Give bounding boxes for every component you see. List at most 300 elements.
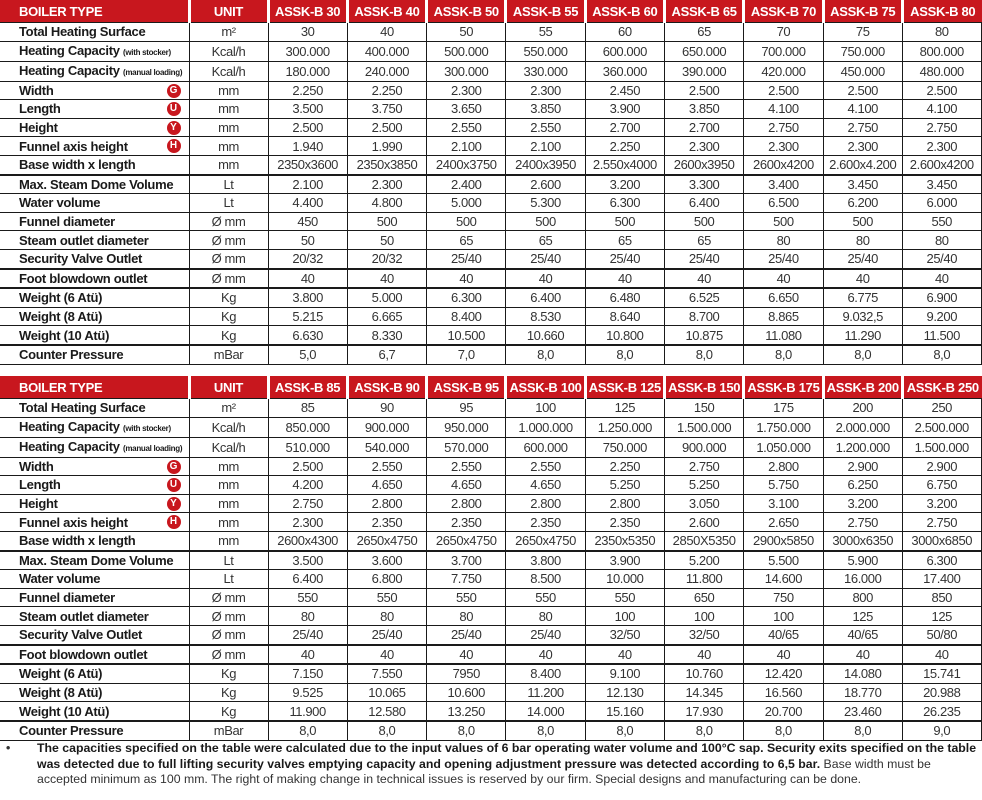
value-cell: 4.100 bbox=[744, 100, 823, 119]
value-cell: 2.550 bbox=[506, 457, 585, 476]
value-cell: 40 bbox=[427, 645, 506, 665]
row-label bbox=[0, 288, 189, 307]
value-cell: 3.400 bbox=[744, 175, 823, 194]
value-cell: 14.080 bbox=[823, 664, 902, 683]
table-row bbox=[0, 249, 982, 268]
value-cell: 3.200 bbox=[902, 494, 981, 513]
value-cell: 650.000 bbox=[664, 41, 743, 61]
value-cell: 11.290 bbox=[823, 326, 902, 345]
value-cell: 8.500 bbox=[506, 570, 585, 589]
row-label bbox=[0, 531, 189, 550]
value-cell: 2900x5850 bbox=[744, 531, 823, 550]
row-unit: mBar bbox=[189, 721, 268, 740]
value-cell: 80 bbox=[347, 607, 426, 626]
value-cell: 10.800 bbox=[585, 326, 664, 345]
value-cell: 2.750 bbox=[902, 118, 981, 137]
dimension-letter-badge-icon: G bbox=[167, 84, 181, 98]
value-cell: 25/40 bbox=[664, 249, 743, 268]
value-cell: 3000x6850 bbox=[902, 531, 981, 550]
value-cell: 25/40 bbox=[427, 249, 506, 268]
value-cell: 17.930 bbox=[664, 702, 743, 721]
header-model: ASSK-B 50 bbox=[427, 0, 506, 23]
row-unit: Ø mm bbox=[189, 645, 268, 665]
table-row bbox=[0, 683, 982, 702]
header-model: ASSK-B 65 bbox=[664, 0, 743, 23]
row-unit: mm bbox=[189, 531, 268, 550]
value-cell: 25/40 bbox=[823, 249, 902, 268]
value-cell: 14.345 bbox=[664, 683, 743, 702]
row-label bbox=[0, 269, 189, 289]
value-cell: 600.000 bbox=[585, 41, 664, 61]
value-cell: 2.550 bbox=[427, 457, 506, 476]
row-label bbox=[0, 607, 189, 626]
header-unit: UNIT bbox=[189, 0, 268, 23]
table-row bbox=[0, 625, 982, 644]
value-cell: 5.215 bbox=[268, 307, 347, 326]
value-cell: 550 bbox=[585, 588, 664, 607]
value-cell: 500 bbox=[347, 212, 426, 231]
value-cell: 25/40 bbox=[585, 249, 664, 268]
value-cell: 2.500 bbox=[268, 457, 347, 476]
value-cell: 3.200 bbox=[585, 175, 664, 194]
value-cell: 900.000 bbox=[664, 437, 743, 457]
value-cell: 100 bbox=[506, 399, 585, 418]
header-boiler-type: BOILER TYPE bbox=[0, 0, 189, 23]
row-label bbox=[0, 23, 189, 42]
table-row bbox=[0, 513, 982, 532]
value-cell: 40 bbox=[268, 269, 347, 289]
value-cell: 2.800 bbox=[427, 494, 506, 513]
value-cell: 8,0 bbox=[506, 721, 585, 740]
value-cell: 500.000 bbox=[427, 41, 506, 61]
row-label-text: Max. Steam Dome Volume bbox=[19, 552, 174, 568]
row-label bbox=[0, 137, 189, 156]
value-cell: 400.000 bbox=[347, 41, 426, 61]
value-cell: 70 bbox=[744, 23, 823, 42]
row-label-text: Heating Capacity bbox=[19, 62, 120, 78]
value-cell: 10.600 bbox=[427, 683, 506, 702]
row-unit: Kcal/h bbox=[189, 61, 268, 81]
row-label-text: Height bbox=[19, 120, 58, 136]
value-cell: 3000x6350 bbox=[823, 531, 902, 550]
value-cell: 60 bbox=[585, 23, 664, 42]
value-cell: 40 bbox=[585, 645, 664, 665]
value-cell: 2.750 bbox=[664, 457, 743, 476]
table-row bbox=[0, 269, 982, 289]
row-label-text: Height bbox=[19, 496, 58, 512]
table-row bbox=[0, 570, 982, 589]
table-row bbox=[0, 175, 982, 194]
value-cell: 10.760 bbox=[664, 664, 743, 683]
value-cell: 600.000 bbox=[506, 437, 585, 457]
table-row bbox=[0, 645, 982, 665]
value-cell: 25/40 bbox=[744, 249, 823, 268]
value-cell: 2.450 bbox=[585, 81, 664, 100]
value-cell: 80 bbox=[427, 607, 506, 626]
row-label bbox=[0, 399, 189, 418]
value-cell: 550 bbox=[902, 212, 981, 231]
boiler-spec-table-1 bbox=[0, 0, 982, 365]
footnote-bold-text: The capacities specified on the table were calculated due to the input values of 6 bar operating water volume and 100°C sap. Security exits specified on the table was detected due to full lifting security valves emptying capacity and opening adjustment pressure was detected according to 6,5 bar. bbox=[37, 741, 977, 771]
value-cell: 6.500 bbox=[744, 194, 823, 213]
value-cell: 2.350 bbox=[585, 513, 664, 532]
value-cell: 2600x4200 bbox=[744, 155, 823, 174]
table-row bbox=[0, 702, 982, 721]
value-cell: 800.000 bbox=[902, 41, 981, 61]
value-cell: 2.750 bbox=[268, 494, 347, 513]
value-cell: 40 bbox=[347, 269, 426, 289]
row-label bbox=[0, 175, 189, 194]
table-row bbox=[0, 531, 982, 550]
value-cell: 8,0 bbox=[902, 345, 981, 364]
value-cell: 40 bbox=[347, 23, 426, 42]
row-label-text: Water volume bbox=[19, 195, 101, 211]
table-body bbox=[0, 23, 982, 365]
value-cell: 5.500 bbox=[744, 551, 823, 570]
value-cell: 12.130 bbox=[585, 683, 664, 702]
value-cell: 550 bbox=[506, 588, 585, 607]
header-model: ASSK-B 125 bbox=[585, 376, 664, 399]
row-label bbox=[0, 118, 189, 137]
value-cell: 2.900 bbox=[902, 457, 981, 476]
row-label bbox=[0, 155, 189, 174]
row-unit: Lt bbox=[189, 194, 268, 213]
value-cell: 3.900 bbox=[585, 551, 664, 570]
row-label-subtext: (with stocker) bbox=[123, 423, 171, 433]
value-cell: 850.000 bbox=[268, 417, 347, 437]
value-cell: 10.500 bbox=[427, 326, 506, 345]
value-cell: 25/40 bbox=[506, 249, 585, 268]
value-cell: 500 bbox=[427, 212, 506, 231]
value-cell: 2400x3750 bbox=[427, 155, 506, 174]
value-cell: 40 bbox=[268, 645, 347, 665]
row-label-text: Total Heating Surface bbox=[19, 24, 146, 40]
header-model: ASSK-B 70 bbox=[744, 0, 823, 23]
value-cell: 8,0 bbox=[744, 721, 823, 740]
value-cell: 20.988 bbox=[902, 683, 981, 702]
value-cell: 75 bbox=[823, 23, 902, 42]
value-cell: 5.200 bbox=[664, 551, 743, 570]
row-label bbox=[0, 212, 189, 231]
value-cell: 570.000 bbox=[427, 437, 506, 457]
value-cell: 6.300 bbox=[585, 194, 664, 213]
table-row bbox=[0, 61, 982, 81]
value-cell: 850 bbox=[902, 588, 981, 607]
value-cell: 150 bbox=[664, 399, 743, 418]
value-cell: 50 bbox=[347, 231, 426, 250]
value-cell: 8,0 bbox=[585, 345, 664, 364]
value-cell: 2.300 bbox=[268, 513, 347, 532]
row-unit: Kcal/h bbox=[189, 417, 268, 437]
value-cell: 1.500.000 bbox=[664, 417, 743, 437]
table-row bbox=[0, 212, 982, 231]
value-cell: 8,0 bbox=[347, 721, 426, 740]
value-cell: 20.700 bbox=[744, 702, 823, 721]
row-label-text: Width bbox=[19, 458, 54, 474]
row-label-text: Length bbox=[19, 101, 61, 117]
value-cell: 4.400 bbox=[268, 194, 347, 213]
row-label-text: Heating Capacity bbox=[19, 438, 120, 454]
value-cell: 2.550 bbox=[347, 457, 426, 476]
value-cell: 500 bbox=[744, 212, 823, 231]
value-cell: 2.500 bbox=[664, 81, 743, 100]
value-cell: 40/65 bbox=[823, 625, 902, 644]
header-model: ASSK-B 60 bbox=[585, 0, 664, 23]
row-label bbox=[0, 345, 189, 364]
value-cell: 40 bbox=[506, 269, 585, 289]
table-body bbox=[0, 399, 982, 741]
value-cell: 2.550 bbox=[506, 118, 585, 137]
value-cell: 3.750 bbox=[347, 100, 426, 119]
row-label-text: Steam outlet diameter bbox=[19, 608, 149, 624]
row-label-text: Counter Pressure bbox=[19, 723, 124, 739]
value-cell: 32/50 bbox=[585, 625, 664, 644]
table-row bbox=[0, 417, 982, 437]
value-cell: 1.050.000 bbox=[744, 437, 823, 457]
row-unit: Ø mm bbox=[189, 212, 268, 231]
value-cell: 480.000 bbox=[902, 61, 981, 81]
value-cell: 250 bbox=[902, 399, 981, 418]
value-cell: 5.250 bbox=[664, 476, 743, 495]
header-model: ASSK-B 150 bbox=[664, 376, 743, 399]
row-unit: Ø mm bbox=[189, 625, 268, 644]
value-cell: 8,0 bbox=[506, 345, 585, 364]
value-cell: 3.800 bbox=[268, 288, 347, 307]
value-cell: 3.800 bbox=[506, 551, 585, 570]
value-cell: 8.400 bbox=[506, 664, 585, 683]
value-cell: 14.600 bbox=[744, 570, 823, 589]
row-label bbox=[0, 457, 189, 476]
value-cell: 10.660 bbox=[506, 326, 585, 345]
value-cell: 6.900 bbox=[902, 288, 981, 307]
row-label bbox=[0, 664, 189, 683]
value-cell: 11.900 bbox=[268, 702, 347, 721]
row-label bbox=[0, 61, 189, 81]
value-cell: 450.000 bbox=[823, 61, 902, 81]
value-cell: 125 bbox=[902, 607, 981, 626]
value-cell: 3.850 bbox=[506, 100, 585, 119]
value-cell: 6.200 bbox=[823, 194, 902, 213]
row-unit: Kg bbox=[189, 288, 268, 307]
value-cell: 3.100 bbox=[744, 494, 823, 513]
value-cell: 3.300 bbox=[664, 175, 743, 194]
value-cell: 65 bbox=[664, 231, 743, 250]
value-cell: 2600x3950 bbox=[664, 155, 743, 174]
value-cell: 9,0 bbox=[902, 721, 981, 740]
value-cell: 6.750 bbox=[902, 476, 981, 495]
value-cell: 40 bbox=[744, 645, 823, 665]
header-boiler-type: BOILER TYPE bbox=[0, 376, 189, 399]
value-cell: 2.750 bbox=[823, 118, 902, 137]
value-cell: 3.050 bbox=[664, 494, 743, 513]
value-cell: 9.032,5 bbox=[823, 307, 902, 326]
value-cell: 7.150 bbox=[268, 664, 347, 683]
bullet-icon: • bbox=[6, 741, 11, 755]
value-cell: 6.630 bbox=[268, 326, 347, 345]
value-cell: 2.500 bbox=[347, 118, 426, 137]
table-row bbox=[0, 100, 982, 119]
value-cell: 950.000 bbox=[427, 417, 506, 437]
row-unit: Lt bbox=[189, 551, 268, 570]
table-row bbox=[0, 476, 982, 495]
row-unit: m² bbox=[189, 23, 268, 42]
value-cell: 9.200 bbox=[902, 307, 981, 326]
row-label-text: Total Heating Surface bbox=[19, 400, 146, 416]
value-cell: 3.850 bbox=[664, 100, 743, 119]
row-label-text: Max. Steam Dome Volume bbox=[19, 176, 174, 192]
value-cell: 2.000.000 bbox=[823, 417, 902, 437]
row-label bbox=[0, 100, 189, 119]
header-model: ASSK-B 40 bbox=[347, 0, 426, 23]
footnote-text bbox=[37, 741, 977, 788]
row-label bbox=[0, 249, 189, 268]
header-model: ASSK-B 80 bbox=[902, 0, 981, 23]
header-unit: UNIT bbox=[189, 376, 268, 399]
table-row bbox=[0, 399, 982, 418]
value-cell: 3.200 bbox=[823, 494, 902, 513]
header-model: ASSK-B 175 bbox=[744, 376, 823, 399]
table-row bbox=[0, 664, 982, 683]
value-cell: 2.600 bbox=[664, 513, 743, 532]
row-label bbox=[0, 41, 189, 61]
value-cell: 2.350 bbox=[506, 513, 585, 532]
value-cell: 2600x4300 bbox=[268, 531, 347, 550]
value-cell: 5.300 bbox=[506, 194, 585, 213]
value-cell: 8.865 bbox=[744, 307, 823, 326]
value-cell: 420.000 bbox=[744, 61, 823, 81]
value-cell: 11.800 bbox=[664, 570, 743, 589]
value-cell: 40 bbox=[823, 269, 902, 289]
value-cell: 100 bbox=[664, 607, 743, 626]
value-cell: 8,0 bbox=[823, 721, 902, 740]
value-cell: 8.640 bbox=[585, 307, 664, 326]
value-cell: 65 bbox=[506, 231, 585, 250]
row-unit: mm bbox=[189, 155, 268, 174]
value-cell: 240.000 bbox=[347, 61, 426, 81]
value-cell: 2.300 bbox=[664, 137, 743, 156]
value-cell: 1.250.000 bbox=[585, 417, 664, 437]
row-label bbox=[0, 551, 189, 570]
value-cell: 300.000 bbox=[268, 41, 347, 61]
boiler-spec-table-2 bbox=[0, 376, 982, 741]
value-cell: 2.800 bbox=[585, 494, 664, 513]
value-cell: 2350x3850 bbox=[347, 155, 426, 174]
row-label bbox=[0, 645, 189, 665]
header-model: ASSK-B 90 bbox=[347, 376, 426, 399]
value-cell: 2.250 bbox=[268, 81, 347, 100]
value-cell: 80 bbox=[902, 231, 981, 250]
value-cell: 500 bbox=[664, 212, 743, 231]
value-cell: 10.000 bbox=[585, 570, 664, 589]
value-cell: 8,0 bbox=[664, 721, 743, 740]
row-label-text: Counter Pressure bbox=[19, 347, 124, 363]
value-cell: 175 bbox=[744, 399, 823, 418]
dimension-letter-badge-icon: Y bbox=[167, 497, 181, 511]
header-model: ASSK-B 85 bbox=[268, 376, 347, 399]
row-unit: mm bbox=[189, 118, 268, 137]
value-cell: 20/32 bbox=[268, 249, 347, 268]
value-cell: 90 bbox=[347, 399, 426, 418]
table-row bbox=[0, 81, 982, 100]
dimension-letter-badge-icon: G bbox=[167, 460, 181, 474]
value-cell: 85 bbox=[268, 399, 347, 418]
value-cell: 2.100 bbox=[506, 137, 585, 156]
table-row bbox=[0, 23, 982, 42]
value-cell: 40 bbox=[902, 269, 981, 289]
row-label-text: Weight (8 Atü) bbox=[19, 309, 103, 325]
value-cell: 4.100 bbox=[823, 100, 902, 119]
value-cell: 7,0 bbox=[427, 345, 506, 364]
value-cell: 4.800 bbox=[347, 194, 426, 213]
value-cell: 23.460 bbox=[823, 702, 902, 721]
value-cell: 125 bbox=[585, 399, 664, 418]
value-cell: 80 bbox=[744, 231, 823, 250]
value-cell: 6.300 bbox=[427, 288, 506, 307]
row-label bbox=[0, 81, 189, 100]
value-cell: 2.550x4000 bbox=[585, 155, 664, 174]
dimension-letter-badge-icon: H bbox=[167, 515, 181, 529]
value-cell: 3.900 bbox=[585, 100, 664, 119]
value-cell: 40 bbox=[902, 645, 981, 665]
row-unit: Lt bbox=[189, 570, 268, 589]
row-label-subtext: (with stocker) bbox=[123, 47, 171, 57]
value-cell: 550 bbox=[347, 588, 426, 607]
value-cell: 1.200.000 bbox=[823, 437, 902, 457]
value-cell: 3.500 bbox=[268, 551, 347, 570]
value-cell: 40 bbox=[427, 269, 506, 289]
value-cell: 3.700 bbox=[427, 551, 506, 570]
value-cell: 6.400 bbox=[506, 288, 585, 307]
value-cell: 40 bbox=[664, 645, 743, 665]
value-cell: 2.300 bbox=[744, 137, 823, 156]
value-cell: 3.600 bbox=[347, 551, 426, 570]
row-label-text: Funnel diameter bbox=[19, 214, 115, 230]
value-cell: 6.000 bbox=[902, 194, 981, 213]
value-cell: 1.990 bbox=[347, 137, 426, 156]
value-cell: 2.300 bbox=[427, 81, 506, 100]
value-cell: 50 bbox=[427, 23, 506, 42]
value-cell: 200 bbox=[823, 399, 902, 418]
table-row bbox=[0, 345, 982, 364]
row-label-text: Width bbox=[19, 82, 54, 98]
value-cell: 80 bbox=[506, 607, 585, 626]
value-cell: 40 bbox=[664, 269, 743, 289]
table-row bbox=[0, 588, 982, 607]
table-row bbox=[0, 231, 982, 250]
row-unit: mm bbox=[189, 81, 268, 100]
row-label-text: Weight (10 Atü) bbox=[19, 703, 110, 719]
table-row bbox=[0, 607, 982, 626]
value-cell: 20/32 bbox=[347, 249, 426, 268]
row-unit: Kcal/h bbox=[189, 41, 268, 61]
value-cell: 55 bbox=[506, 23, 585, 42]
value-cell: 2.900 bbox=[823, 457, 902, 476]
value-cell: 8,0 bbox=[585, 721, 664, 740]
value-cell: 550 bbox=[268, 588, 347, 607]
header-model: ASSK-B 75 bbox=[823, 0, 902, 23]
row-label bbox=[0, 721, 189, 740]
row-label-text: Heating Capacity bbox=[19, 418, 120, 434]
value-cell: 3.450 bbox=[823, 175, 902, 194]
row-label-text: Foot blowdown outlet bbox=[19, 270, 148, 286]
value-cell: 800 bbox=[823, 588, 902, 607]
table-row bbox=[0, 41, 982, 61]
value-cell: 16.560 bbox=[744, 683, 823, 702]
value-cell: 100 bbox=[744, 607, 823, 626]
dimension-letter-badge-icon: U bbox=[167, 478, 181, 492]
value-cell: 5.750 bbox=[744, 476, 823, 495]
value-cell: 1.000.000 bbox=[506, 417, 585, 437]
